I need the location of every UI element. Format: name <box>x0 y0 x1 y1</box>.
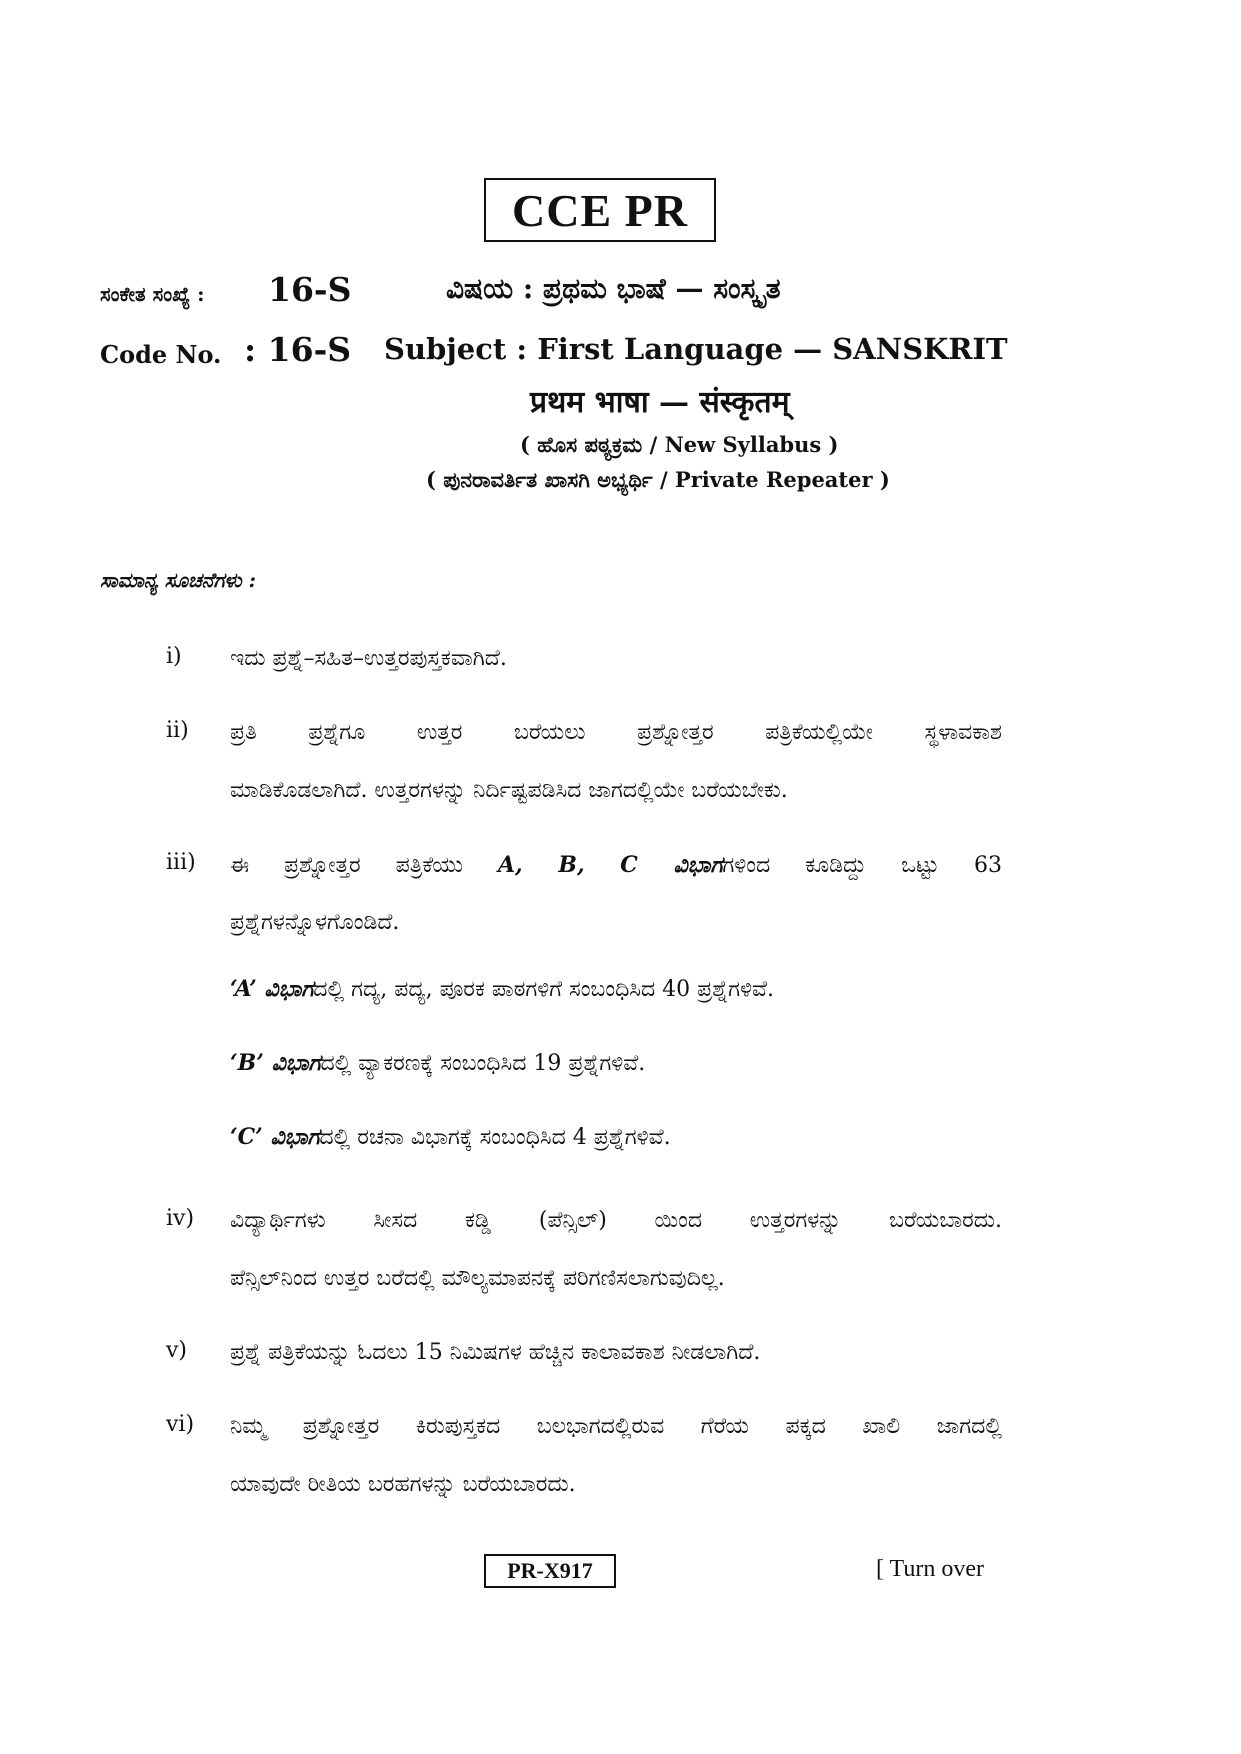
instruction-text: ಇದು ಪ್ರಶ್ನೆ–ಸಹಿತ–ಉತ್ತರಪುಸ್ತಕವಾಗಿದೆ. <box>230 646 507 671</box>
paper-code-box: PR-X917 <box>484 1554 616 1588</box>
kn-subject: ವಿಷಯ : ಪ್ರಥಮ ಭಾಷೆ — ಸಂಸ್ಕೃತ <box>446 272 781 305</box>
hi-subject: प्रथम भाषा — संस्कृतम् <box>530 385 790 420</box>
candidate-line: ( ಪುನರಾವರ್ತಿತ ಖಾಸಗಿ ಅಭ್ಯರ್ಥಿ / Private Repeater ) <box>426 467 890 492</box>
item-number: iii) <box>166 850 196 875</box>
turn-over-note: [ Turn over <box>876 1556 985 1582</box>
instruction-text: ವಿದ್ಯಾರ್ಥಿಗಳು ಸೀಸದ ಕಡ್ಡಿ (ಪೆನ್ಸಿಲ್) ಯಿಂದ ಉತ್ತರಗಳನ್ನು ಬರೆಯಬಾರದು. <box>230 1208 1002 1233</box>
instruction-text: ಪೆನ್ಸಿಲ್‌ನಿಂದ ಉತ್ತರ ಬರೆದಲ್ಲಿ ಮೌಲ್ಯಮಾಪನಕ್ಕೆ ಪರಿಗಣಿಸಲಾಗುವುದಿಲ್ಲ. <box>230 1266 725 1291</box>
section-b-note: ‘B’ ವಿಭಾಗದಲ್ಲಿ ವ್ಯಾಕರಣಕ್ಕೆ ಸಂಬಂಧಿಸಿದ 19 ಪ್ರಶ್ನೆಗಳಿವೆ. <box>230 1050 646 1076</box>
instruction-text: ಪ್ರಶ್ನೆಗಳನ್ನೊಳಗೊಂಡಿದೆ. <box>230 910 400 935</box>
paper-title: CCE PR <box>484 178 716 242</box>
instruction-text: ನಿಮ್ಮ ಪ್ರಶ್ನೋತ್ತರ ಕಿರುಪುಸ್ತಕದ ಬಲಭಾಗದಲ್ಲಿರುವ ಗೆರೆಯ ಪಕ್ಕದ ಖಾಲಿ ಜಾಗದಲ್ಲಿ <box>230 1414 1002 1439</box>
item-number: ii) <box>166 718 189 743</box>
en-code-value: : 16-S <box>244 330 352 369</box>
instruction-text: ಪ್ರತಿ ಪ್ರಶ್ನೆಗೂ ಉತ್ತರ ಬರೆಯಲು ಪ್ರಶ್ನೋತ್ತರ ಪತ್ರಿಕೆಯಲ್ಲಿಯೇ ಸ್ಥಳಾವಕಾಶ <box>230 720 1002 745</box>
instruction-text: ಯಾವುದೇ ರೀತಿಯ ಬರಹಗಳನ್ನು ಬರೆಯಬಾರದು. <box>230 1472 576 1497</box>
en-code-label: Code No. <box>100 340 222 369</box>
instructions-heading: ಸಾಮಾನ್ಯ ಸೂಚನೆಗಳು : <box>100 568 256 592</box>
syllabus-line: ( ಹೊಸ ಪಠ್ಯಕ್ರಮ / New Syllabus ) <box>520 432 839 457</box>
item-number: vi) <box>166 1412 195 1437</box>
item-number: iv) <box>166 1206 195 1231</box>
section-c-note: ‘C’ ವಿಭಾಗದಲ್ಲಿ ರಚನಾ ವಿಭಾಗಕ್ಕೆ ಸಂಬಂಧಿಸಿದ 4 ಪ್ರಶ್ನೆಗಳಿವೆ. <box>230 1124 671 1150</box>
section-a-note: ‘A’ ವಿಭಾಗದಲ್ಲಿ ಗದ್ಯ, ಪದ್ಯ, ಪೂರಕ ಪಾಠಗಳಿಗೆ ಸಂಬಂಧಿಸಿದ 40 ಪ್ರಶ್ನೆಗಳಿವೆ. <box>230 976 775 1002</box>
instruction-text: ಪ್ರಶ್ನೆ ಪತ್ರಿಕೆಯನ್ನು ಓದಲು 15 ನಿಮಿಷಗಳ ಹೆಚ್ಚಿನ ಕಾಲಾವಕಾಶ ನೀಡಲಾಗಿದೆ. <box>230 1340 761 1365</box>
en-subject: Subject : First Language — SANSKRIT <box>384 332 1008 366</box>
instruction-text: ಮಾಡಿಕೊಡಲಾಗಿದೆ. ಉತ್ತರಗಳನ್ನು ನಿರ್ದಿಷ್ಟಪಡಿಸಿದ ಜಾಗದಲ್ಲಿಯೇ ಬರೆಯಬೇಕು. <box>230 778 788 803</box>
instruction-text: ಈ ಪ್ರಶ್ನೋತ್ತರ ಪತ್ರಿಕೆಯು A, B, C ವಿಭಾಗಗಳಿಂದ ಕೂಡಿದ್ದು ಒಟ್ಟು 63 <box>230 852 1002 878</box>
item-number: v) <box>166 1338 188 1363</box>
kn-code-value: 16-S <box>268 270 352 309</box>
kn-code-label: ಸಂಕೇತ ಸಂಖ್ಯೆ : <box>100 282 205 306</box>
item-number: i) <box>166 644 182 669</box>
